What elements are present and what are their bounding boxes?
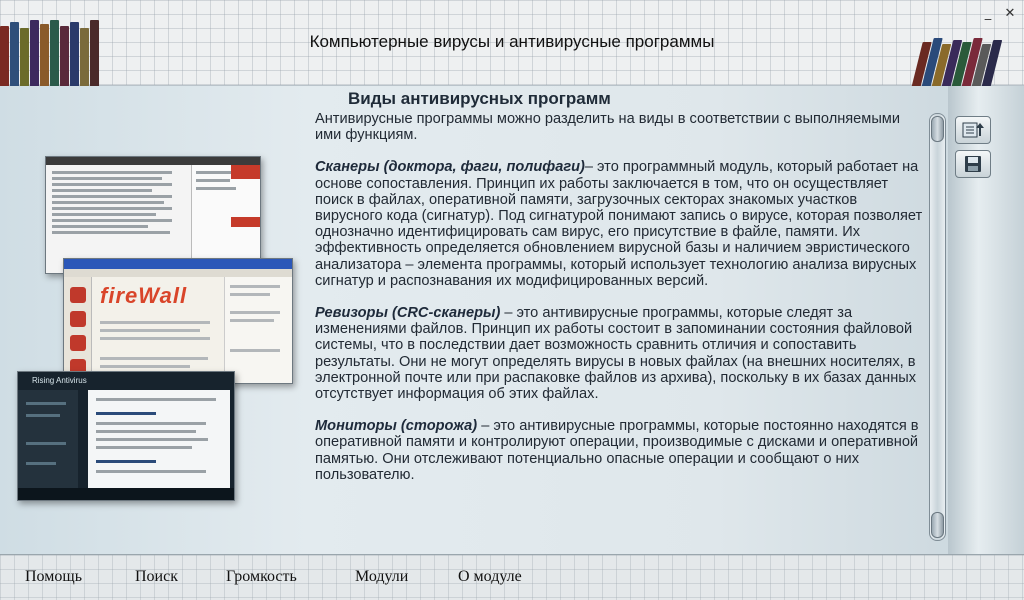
books-decoration-left xyxy=(0,20,100,86)
text-scanners: – это программный модуль, который работает на основе сопоставления. Принцип их работы заключается в том, что он осуществляет поиск в файлах, оперативной памяти, загрузочных секторах знакомых участков вирусного кода (сигнатур). Под сигнатурой понимают запись о вирусе, которая позволяет однозначно идентифицировать сам вирус, его присутствие в файле, памяти. Их эффективность определяется обновлением вирусной базы и наличием эвристического анализатора – элемента программы, который использует технологию анализа вирусных сигнатур и распознавания их модифицированных версий. xyxy=(315,159,923,289)
list-scroll-button[interactable] xyxy=(955,116,991,144)
title-bar xyxy=(0,0,1024,86)
scroll-down-handle[interactable] xyxy=(931,512,944,538)
menu-help[interactable]: Помощь xyxy=(25,568,82,585)
term-monitors: Мониторы (сторожа) xyxy=(315,418,478,435)
save-disk-icon xyxy=(963,154,983,174)
menu-search[interactable]: Поиск xyxy=(135,568,178,585)
rising-antivirus-screenshot xyxy=(17,371,235,501)
app-title: Компьютерные вирусы и антивирусные программы xyxy=(309,32,715,51)
scanner-screenshot xyxy=(45,156,261,274)
section-auditors xyxy=(315,305,925,402)
term-scanners: Сканеры (доктора, фаги, полифаги) xyxy=(315,159,585,176)
firewall-logo: fireWall xyxy=(100,283,188,308)
menu-about[interactable]: О модуле xyxy=(458,568,522,585)
bottom-menu xyxy=(0,554,1024,600)
save-button[interactable] xyxy=(955,150,991,178)
firewall-screenshot xyxy=(63,258,293,384)
window-controls xyxy=(980,6,1018,22)
list-scroll-icon xyxy=(961,120,985,140)
text-auditors: – это антивирусные программы, которые следят за изменениями файлов. Принцип их работы состоит в запоминании состояния файловой системы, что в последствии дает возможность сравнить отличия и сопоставить результаты. Они не могут определять вирусы в новых файлах (на внешних носителях, в электронной почте или при распаковке файлов из архива), поскольку в их базах данных отсутствует информация об этих файлах. xyxy=(315,305,917,403)
content-panel xyxy=(0,86,1024,554)
intro-paragraph: Антивирусные программы можно разделить на виды в соответствии с выполняемыми ими функциям. xyxy=(315,111,900,144)
books-decoration-right xyxy=(912,20,1008,86)
page-title: Виды антивирусных программ xyxy=(348,89,611,108)
text-monitors: – это антивирусные программы, которые постоянно находятся в оперативной памяти и контролируют операции, производимые с дисками и оперативной памятью. Они отслеживают потенциально опасные операции и сообщают о них пользователю. xyxy=(315,418,919,483)
section-scanners xyxy=(315,159,925,289)
menu-modules[interactable]: Модули xyxy=(355,568,409,585)
article-text xyxy=(315,111,925,499)
close-button[interactable]: ✕ xyxy=(1004,6,1016,21)
scroll-up-handle[interactable] xyxy=(931,116,944,142)
minimize-button[interactable]: _ xyxy=(984,6,992,21)
menu-volume[interactable]: Громкость xyxy=(226,568,297,585)
section-monitors xyxy=(315,418,925,483)
term-auditors: Ревизоры (CRC-сканеры) xyxy=(315,305,501,322)
rising-title: Rising Antivirus xyxy=(32,376,87,385)
vertical-scrollbar[interactable] xyxy=(929,113,946,541)
